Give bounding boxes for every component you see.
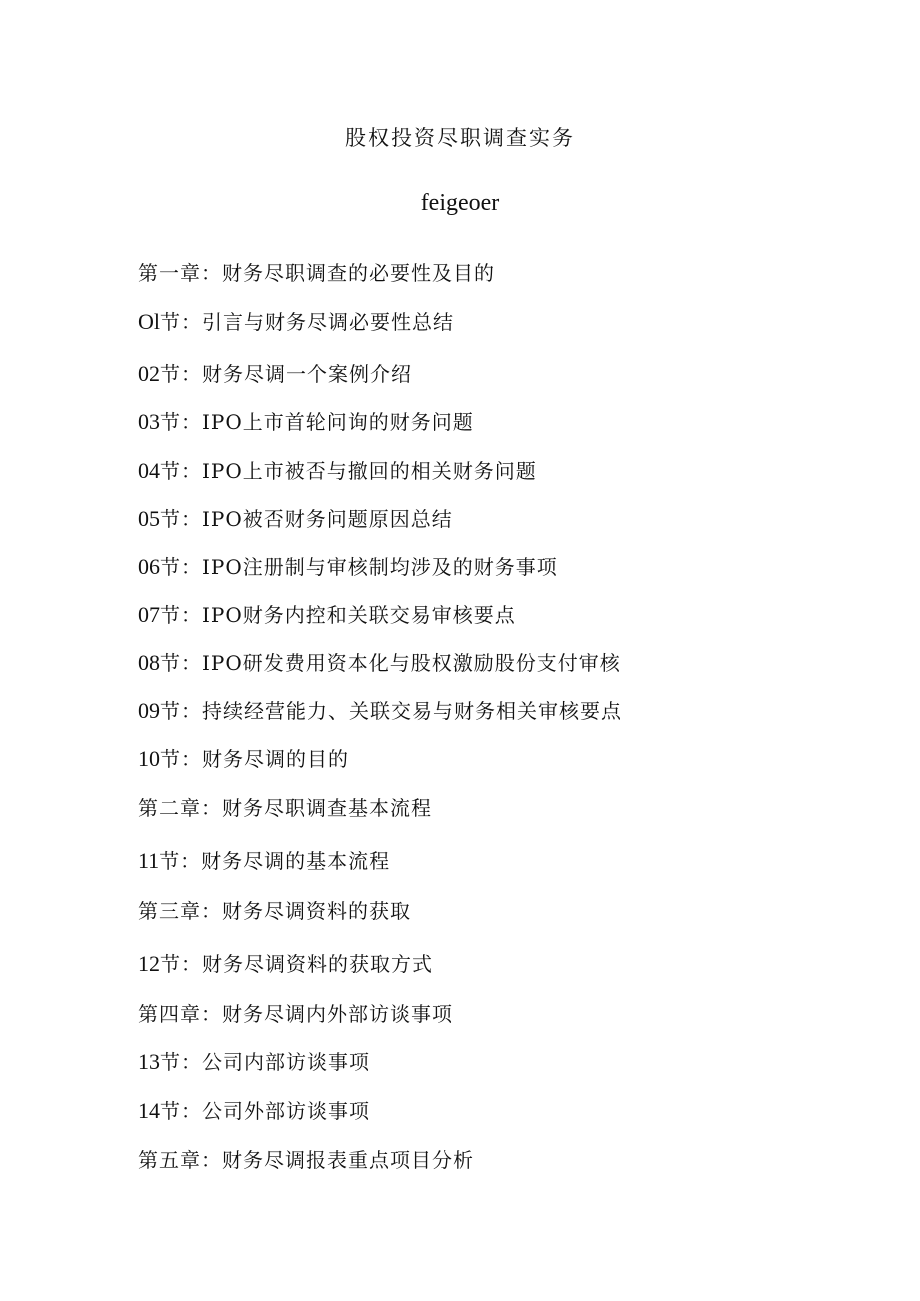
- toc-section-09: [138, 695, 622, 724]
- toc-chapter-1: [138, 257, 495, 286]
- toc-number: 05: [138, 506, 160, 531]
- toc-number: Ol: [138, 309, 160, 334]
- toc-text: 节：财务尽调的基本流程: [159, 849, 391, 873]
- toc-number: 09: [138, 698, 160, 723]
- toc-section-04: [138, 455, 537, 484]
- toc-text: 节：IPO注册制与审核制均涉及的财务事项: [160, 555, 558, 579]
- toc-section-05: [138, 503, 453, 532]
- toc-text: 第一章：财务尽职调查的必要性及目的: [138, 261, 495, 285]
- toc-chapter-3: [138, 895, 411, 924]
- toc-number: 03: [138, 409, 160, 434]
- toc-number: 10: [138, 746, 160, 771]
- toc-text: 节：持续经营能力、关联交易与财务相关审核要点: [160, 699, 622, 723]
- toc-section-14: [138, 1095, 370, 1124]
- toc-number: 07: [138, 602, 160, 627]
- toc-number: 06: [138, 554, 160, 579]
- document-title: 股权投资尽职调查实务: [345, 126, 575, 150]
- toc-number: 11: [138, 848, 160, 873]
- toc-text: 节：IPO被否财务问题原因总结: [160, 507, 453, 531]
- toc-section-03: [138, 406, 474, 435]
- toc-section-01: [138, 306, 454, 335]
- toc-number: 14: [138, 1098, 160, 1123]
- toc-number: 08: [138, 650, 160, 675]
- toc-text: 节：引言与财务尽调必要性总结: [160, 310, 454, 334]
- toc-number: 02: [138, 361, 160, 386]
- toc-text: 节：IPO研发费用资本化与股权激励股份支付审核: [160, 651, 621, 675]
- toc-text: 第二章：财务尽职调查基本流程: [138, 796, 432, 820]
- toc-number: 13: [138, 1049, 160, 1074]
- toc-text: 节：财务尽调的目的: [160, 747, 349, 771]
- toc-section-13: [138, 1046, 370, 1075]
- toc-section-07: [138, 599, 516, 628]
- toc-text: 第五章：财务尽调报表重点项目分析: [138, 1148, 474, 1172]
- toc-text: 节：IPO上市首轮问询的财务问题: [160, 410, 474, 434]
- toc-text: 第四章：财务尽调内外部访谈事项: [138, 1002, 453, 1026]
- toc-section-11: [138, 845, 390, 874]
- toc-text: 节：公司外部访谈事项: [160, 1099, 370, 1123]
- toc-text: 第三章：财务尽调资料的获取: [138, 899, 411, 923]
- toc-section-12: [138, 948, 433, 977]
- toc-chapter-4: [138, 998, 453, 1027]
- toc-section-08: [138, 647, 621, 676]
- toc-number: 12: [138, 951, 160, 976]
- toc-section-02: [138, 358, 412, 387]
- toc-section-10: [138, 743, 349, 772]
- toc-text: 节：财务尽调一个案例介绍: [160, 362, 412, 386]
- toc-text: 节：IPO财务内控和关联交易审核要点: [160, 603, 516, 627]
- toc-text: 节：公司内部访谈事项: [160, 1050, 370, 1074]
- toc-section-06: [138, 551, 558, 580]
- toc-chapter-5: [138, 1144, 474, 1173]
- toc-number: 04: [138, 458, 160, 483]
- toc-chapter-2: [138, 792, 432, 821]
- toc-text: 节：财务尽调资料的获取方式: [160, 952, 433, 976]
- toc-text: 节：IPO上市被否与撤回的相关财务问题: [160, 459, 537, 483]
- document-author: feigeoer: [420, 190, 500, 216]
